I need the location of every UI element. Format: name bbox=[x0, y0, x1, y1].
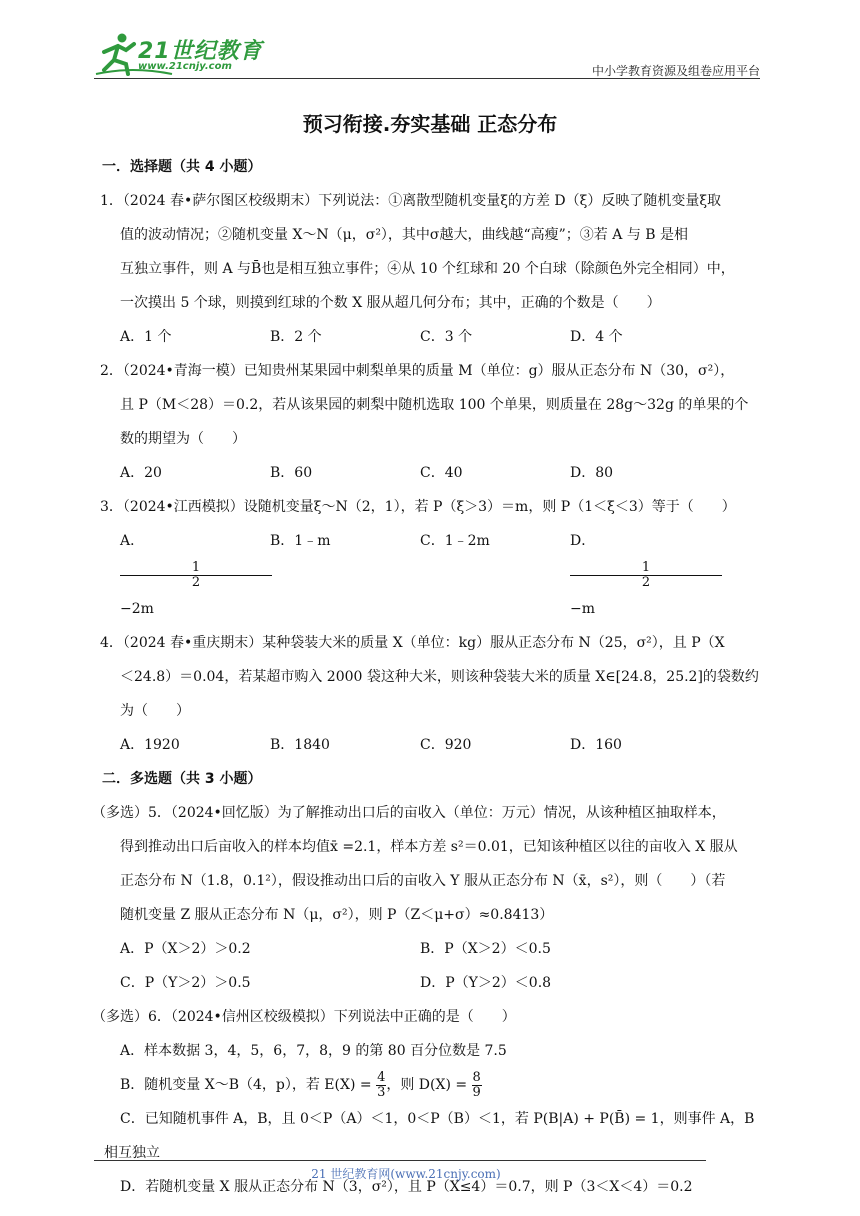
option-a: A．1920 bbox=[120, 737, 180, 753]
logo-text: 21世纪教育 bbox=[138, 39, 263, 64]
denominator: 3 bbox=[377, 1084, 386, 1100]
option-d: D．80 bbox=[570, 465, 614, 481]
option-b: B．1﹣m bbox=[270, 533, 331, 549]
option-c: C．3 个 bbox=[420, 329, 473, 345]
fraction bbox=[472, 1071, 482, 1100]
question-text: 得到推动出口后亩收入的样本均值x̄ =2.1，样本方差 s²＝0.01，已知该种植区以往的亩收入 X 服从 bbox=[120, 839, 738, 855]
option-d: D．4 个 bbox=[570, 329, 623, 345]
option-row bbox=[104, 728, 764, 762]
option-d: D．P（Y＞2）＜0.8 bbox=[420, 975, 552, 991]
option-c: C．40 bbox=[420, 465, 463, 481]
question-text: （多选）5．（2024•回忆版）为了解推动出口后的亩收入（单位：万元）情况，从该种植区抽取样本， bbox=[92, 805, 726, 821]
option-text: B．随机变量 X～B（4，p），若 E(X) = bbox=[120, 1077, 377, 1093]
question-text: 随机变量 Z 服从正态分布 N（μ，σ²），则 P（Z＜μ+σ）≈0.8413） bbox=[120, 907, 554, 923]
question-text: 3．（2024•江西模拟）设随机变量ξ～N（2，1），若 P（ξ＞3）＝m，则 P（1＜ξ＜3）等于（ ） bbox=[100, 499, 736, 515]
denominator: 2 bbox=[191, 574, 201, 590]
option-b bbox=[104, 1068, 764, 1102]
option-row bbox=[104, 456, 764, 490]
option-b: B．P（X＞2）＜0.5 bbox=[420, 941, 551, 957]
question-text: 1．（2024 春•萨尔图区校级期末）下列说法：①离散型随机变量ξ的方差 D（ξ）反映了随机变量ξ取 bbox=[100, 193, 722, 209]
question-text: 为（ ） bbox=[120, 703, 190, 719]
option-b: B．1840 bbox=[270, 737, 330, 753]
denominator: 9 bbox=[472, 1084, 481, 1100]
question-text: 数的期望为（ ） bbox=[120, 431, 246, 447]
option-c-cont: 相互独立 bbox=[104, 1145, 160, 1161]
question-2 bbox=[100, 354, 764, 490]
question-text: 2．（2024•青海一模）已知贵州某果园中刺梨单果的质量 M（单位：g）服从正态分布 N（30，σ²）， bbox=[100, 363, 735, 379]
footer-text: 21 世纪教育网(www.21cnjy.com) bbox=[311, 1167, 501, 1181]
option-text: −2m bbox=[120, 601, 154, 617]
option-row bbox=[104, 966, 764, 1000]
fraction bbox=[376, 1071, 386, 1100]
option-a: A．样本数据 3，4，5，6，7，8，9 的第 80 百分位数是 7.5 bbox=[120, 1043, 507, 1059]
page-header bbox=[92, 30, 760, 80]
option-row bbox=[104, 320, 764, 354]
numerator: 1 bbox=[120, 561, 272, 576]
fraction bbox=[120, 561, 270, 590]
fraction bbox=[570, 561, 720, 590]
question-text: 4．（2024 春•重庆期末）某种袋装大米的质量 X（单位：kg）服从正态分布 N（25，σ²），且 P（X bbox=[100, 635, 725, 651]
option-c: C．已知随机事件 A，B，且 0＜P（A）＜1，0＜P（B）＜1，若 P(B|A) + P(B̄) = 1，则事件 A，B bbox=[120, 1111, 755, 1127]
option-label: D． bbox=[570, 533, 596, 549]
section-heading-choice: 一．选择题（共 4 小题） bbox=[102, 159, 262, 175]
logo-url: www.21cnjy.com bbox=[138, 61, 232, 72]
option-d bbox=[570, 524, 720, 626]
option-row bbox=[104, 932, 764, 966]
footer-divider bbox=[94, 1160, 706, 1161]
option-row bbox=[104, 524, 764, 626]
option-d: D．若随机变量 X 服从正态分布 N（3，σ²），且 P（X≤4）＝0.7，则 P（3＜X＜4）＝0.2 bbox=[120, 1179, 693, 1195]
question-3 bbox=[100, 490, 764, 626]
question-text: 正态分布 N（1.8，0.1²），假设推动出口后的亩收入 Y 服从正态分布 N（x̄，s²），则（ ）（若 bbox=[120, 873, 726, 889]
denominator: 2 bbox=[641, 574, 651, 590]
option-a: A．P（X＞2）＞0.2 bbox=[120, 941, 251, 957]
option-text: −m bbox=[570, 601, 596, 617]
option-d: D．160 bbox=[570, 737, 622, 753]
section-heading-multi: 二．多选题（共 3 小题） bbox=[102, 771, 262, 787]
option-a bbox=[120, 524, 270, 626]
question-1 bbox=[100, 184, 764, 354]
question-list bbox=[92, 150, 764, 1204]
numerator: 1 bbox=[570, 561, 722, 576]
question-text: （多选）6．（2024•信州区校级模拟）下列说法中正确的是（ ） bbox=[92, 1009, 516, 1025]
question-text: ＜24.8）＝0.04，若某超市购入 2000 袋这种大米，则该种袋装大米的质量 X∈[24.8，25.2]的袋数约 bbox=[120, 669, 759, 685]
option-c: C．P（Y＞2）＞0.5 bbox=[120, 975, 251, 991]
question-text: 值的波动情况；②随机变量 X～N（μ，σ²），其中σ越大，曲线越“高瘦”；③若 A 与 B 是相 bbox=[120, 227, 689, 243]
question-text: 一次摸出 5 个球，则摸到红球的个数 X 服从超几何分布；其中，正确的个数是（ ） bbox=[120, 295, 661, 311]
question-4 bbox=[100, 626, 764, 762]
numerator: 4 bbox=[377, 1069, 386, 1085]
page-title: 预习衔接.夯实基础 正态分布 bbox=[302, 112, 558, 136]
option-b: B．60 bbox=[270, 465, 313, 481]
option-b: B．2 个 bbox=[270, 329, 322, 345]
question-text: 且 P（M＜28）＝0.2，若从该果园的刺梨中随机选取 100 个单果，则质量在 28g～32g 的单果的个 bbox=[120, 397, 749, 413]
question-5 bbox=[92, 796, 764, 1000]
header-divider bbox=[94, 78, 760, 79]
option-text: ，则 D(X) = bbox=[386, 1077, 472, 1093]
option-c: C．920 bbox=[420, 737, 472, 753]
question-text: 互独立事件，则 A 与B̄也是相互独立事件；④从 10 个红球和 20 个白球（除颜色外完全相同）中， bbox=[120, 261, 735, 277]
numerator: 8 bbox=[472, 1069, 481, 1085]
option-c: C．1﹣2m bbox=[420, 533, 490, 549]
platform-name: 中小学教育资源及组卷应用平台 bbox=[591, 64, 760, 78]
option-label: A． bbox=[120, 533, 145, 549]
option-a: A．1 个 bbox=[120, 329, 172, 345]
option-a: A．20 bbox=[120, 465, 162, 481]
